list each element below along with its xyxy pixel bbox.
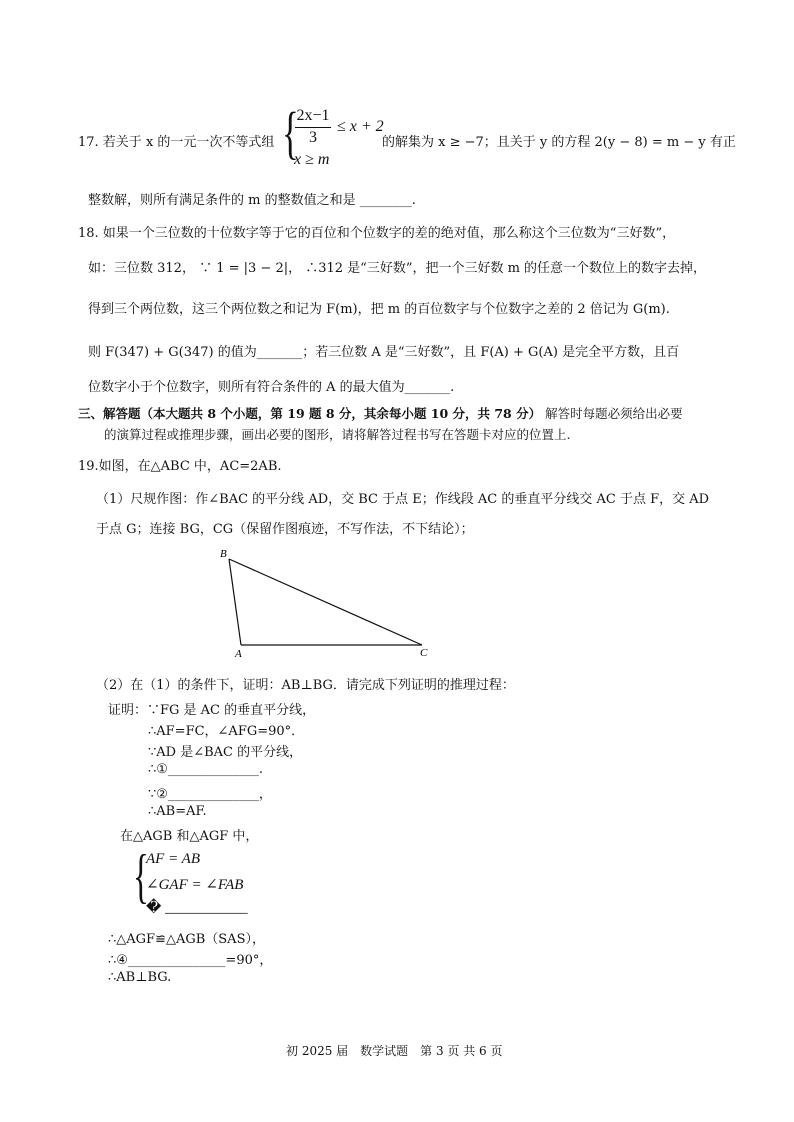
q18-line1: 18. 如果一个三位数的十位数字等于它的百位和个位数字的差的绝对值，那么称这个三位数为“三好数”， bbox=[78, 226, 676, 241]
q17-inequality-2: x ≥ m bbox=[294, 151, 330, 168]
q17-frac-bar bbox=[295, 127, 331, 128]
conclusion-line-2: ∴④_______________=90°， bbox=[108, 953, 273, 968]
section3-heading-rest: 解答时每题必须给出必要 bbox=[545, 406, 683, 421]
page-footer: 初 2025 届 数学试题 第 3 页 共 6 页 bbox=[286, 1044, 503, 1058]
section3-heading-line2: 的演算过程或推理步骤，画出必要的图形，请将解答过程书写在答题卡对应的位置上. bbox=[104, 427, 571, 442]
congruence-system-brace: { bbox=[133, 843, 149, 909]
q19-part2: （2）在（1）的条件下，证明：AB⊥BG．请完成下列证明的推理过程： bbox=[96, 678, 515, 693]
proof-line-2: ∴AF=FC，∠AFG=90°． bbox=[148, 724, 305, 739]
q18-line5: 位数字小于个位数字，则所有符合条件的 A 的最大值为_______. bbox=[88, 380, 455, 395]
q19-part1-line1: （1）尺规作图：作∠BAC 的平分线 AD，交 BC 于点 E；作线段 AC 的垂直平分线交 AC 于点 F，交 AD bbox=[96, 492, 710, 507]
proof-line-5: ∵②______________， bbox=[148, 787, 272, 802]
section3-heading-line1 bbox=[78, 404, 683, 422]
proof-line-3: ∵AD 是∠BAC 的平分线， bbox=[148, 745, 303, 760]
proof-line-7: 在△AGB 和△AGF 中， bbox=[120, 829, 259, 844]
triangle-abc-figure bbox=[215, 545, 435, 660]
conclusion-line-1: ∴△AGF≌△AGB（SAS）， bbox=[108, 932, 265, 947]
side-bc bbox=[229, 559, 422, 645]
q17-frac-numerator: 2x−1 bbox=[296, 107, 330, 124]
congruence-condition-3: � ___________ bbox=[146, 900, 248, 916]
q18-line2: 如：三位数 312， ∵ 1 = |3 − 2|， ∴312 是“三好数”，把一个三好数 m 的任意一个数位上的数字去掉， bbox=[88, 261, 707, 276]
vertex-a-label: A bbox=[235, 648, 242, 660]
q18-line4: 则 F(347) + G(347) 的值为_______；若三位数 A 是“三好数”，且 F(A) + G(A) 是完全平方数，且百 bbox=[88, 345, 680, 360]
vertex-b-label: B bbox=[220, 548, 227, 560]
section3-heading: 三、解答题（本大题共 8 个小题，第 19 题 8 分，其余每小题 10 分，共 78 分） bbox=[78, 406, 542, 421]
q17-system-brace: { bbox=[282, 100, 299, 165]
conclusion-line-3: ∴AB⊥BG. bbox=[108, 970, 172, 985]
side-ab bbox=[229, 559, 241, 645]
q17-line2: 整数解，则所有满足条件的 m 的整数值之和是 ________. bbox=[88, 193, 416, 208]
q17-frac-denominator: 3 bbox=[309, 129, 317, 146]
q19-part1-line2: 于点 G；连接 BG，CG（保留作图痕迹，不写作法，不下结论）； bbox=[96, 522, 474, 537]
proof-line-1: 证明：∵FG 是 AC 的垂直平分线， bbox=[108, 703, 316, 718]
vertex-c-label: C bbox=[420, 647, 428, 659]
proof-line-6: ∴AB=AF. bbox=[148, 804, 207, 819]
q17-inequality-1-rest: ≤ x + 2 bbox=[337, 118, 384, 135]
congruence-condition-1: AF = AB bbox=[146, 851, 201, 867]
q18-line3: 得到三个两位数，这三个两位数之和记为 F(m)，把 m 的百位数字与个位数字之差的 2 倍记为 G(m). bbox=[88, 302, 670, 317]
q19-intro: 19.如图，在△ABC 中，AC=2AB. bbox=[78, 459, 282, 474]
congruence-condition-2: ∠GAF = ∠FAB bbox=[146, 877, 244, 893]
proof-line-4: ∴①______________. bbox=[148, 762, 264, 777]
q17-line1-start: 17. 若关于 x 的一元一次不等式组 bbox=[78, 135, 275, 150]
q17-line1-end: 的解集为 x ≥ −7；且关于 y 的方程 2(y − 8) = m − y 有正 bbox=[382, 135, 736, 150]
